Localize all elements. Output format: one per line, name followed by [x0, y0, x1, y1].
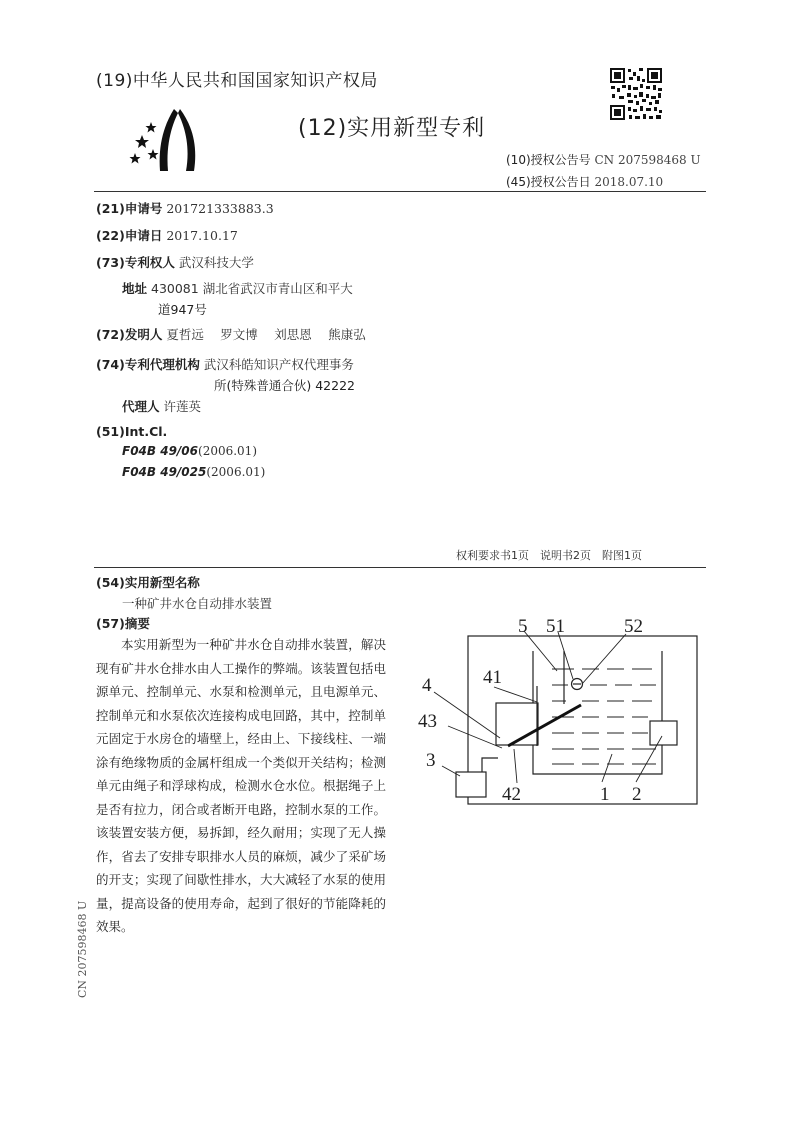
office-name: (19)中华人民共和国国家知识产权局	[96, 71, 378, 91]
publication-date	[506, 173, 663, 190]
cnipa-emblem-logo	[128, 105, 212, 175]
abstract-label	[96, 614, 150, 632]
agent-label: 代理人	[122, 399, 160, 414]
label-2: 2	[632, 784, 642, 805]
ipc-code-2-value: F04B 49/025	[122, 465, 207, 479]
address-line-1: 430081 湖北省武汉市青山区和平大	[151, 281, 353, 296]
address-label: 地址	[122, 281, 148, 296]
publication-date-label: (45)授权公告日	[506, 175, 591, 189]
utility-name-label	[96, 573, 200, 591]
application-number-label: (21)申请号	[96, 201, 163, 216]
document-type-title: (12)实用新型专利	[298, 116, 486, 141]
application-date	[96, 226, 238, 244]
abstract-label-text: (57)摘要	[96, 616, 150, 631]
label-1: 1	[600, 784, 610, 805]
patentee	[96, 253, 254, 271]
application-number	[96, 199, 274, 217]
agency	[96, 355, 354, 373]
label-51: 51	[546, 616, 565, 637]
inventors-label: (72)发明人	[96, 327, 163, 342]
ipc-code-1	[122, 444, 257, 458]
label-41: 41	[483, 667, 502, 688]
agent-value: 许莲英	[163, 399, 202, 414]
patentee-value: 武汉科技大学	[178, 255, 254, 270]
utility-name: 一种矿井水仓自动排水装置	[122, 596, 273, 611]
side-publication-code: CN 207598468 U	[76, 900, 89, 998]
intcl-label	[96, 424, 167, 439]
ipc-code-2-year: (2006.01)	[206, 465, 266, 479]
ipc-code-1-value: F04B 49/06	[122, 444, 199, 458]
ipc-code-2	[122, 465, 265, 479]
inventors-value: 夏哲远 罗文博 刘思恩 熊康弘	[166, 327, 366, 342]
agency-line-2: 所(特殊普通合伙) 42222	[214, 378, 355, 393]
label-3: 3	[426, 750, 436, 771]
label-42: 42	[502, 784, 521, 805]
ipc-code-1-year: (2006.01)	[198, 444, 258, 458]
application-number-value: 201721333883.3	[166, 201, 274, 216]
address	[122, 279, 353, 297]
label-52: 52	[624, 616, 643, 637]
page-count-divider	[94, 567, 706, 568]
address-line-2: 道947号	[158, 302, 207, 317]
qr-code-icon	[609, 67, 663, 121]
application-date-label: (22)申请日	[96, 228, 163, 243]
agency-label: (74)专利代理机构	[96, 357, 200, 372]
application-date-value: 2017.10.17	[166, 228, 238, 243]
agent	[122, 397, 201, 415]
label-4: 4	[422, 675, 432, 696]
publication-number-value: CN 207598468 U	[594, 153, 701, 167]
abstract-text: 本实用新型为一种矿井水仓自动排水装置，解决现有矿井水仓排水由人工操作的弊端。该装置包括电源单元、控制单元、水泵和检测单元，且电源单元、控制单元和水泵依次连接构成电回路，其中，控制单元固定于水房仓的墙壁上，经由上、下接线柱、一端涂有绝缘物质的金属杆组成一个类似开关结构；检测单元由绳子和浮球构成，检测水仓水位。根据绳子上是否有拉力，闭合或者断开电路，控制水泵的工作。该装置安装方便，易拆卸，经久耐用；实现了无人操作，省去了安排专职排水人员的麻烦，减少了采矿场的开支；实现了间歇性排水，大大减轻了水泵的使用量，提高设备的使用寿命，起到了很好的节能降耗的效果。	[96, 637, 386, 934]
header-divider	[94, 191, 706, 192]
patentee-label: (73)专利权人	[96, 255, 175, 270]
page-count: 权利要求书1页 说明书2页 附图1页	[456, 549, 642, 562]
label-5: 5	[518, 616, 528, 637]
inventors	[96, 325, 366, 343]
publication-number	[506, 151, 701, 168]
device-figure	[416, 606, 716, 826]
label-43: 43	[418, 711, 437, 732]
intcl-label-text: (51)Int.Cl.	[96, 424, 168, 439]
publication-date-value: 2018.07.10	[594, 175, 664, 189]
utility-name-label-text: (54)实用新型名称	[96, 575, 200, 590]
agency-line-1: 武汉科皓知识产权代理事务	[203, 357, 354, 372]
publication-number-label: (10)授权公告号	[506, 153, 591, 167]
